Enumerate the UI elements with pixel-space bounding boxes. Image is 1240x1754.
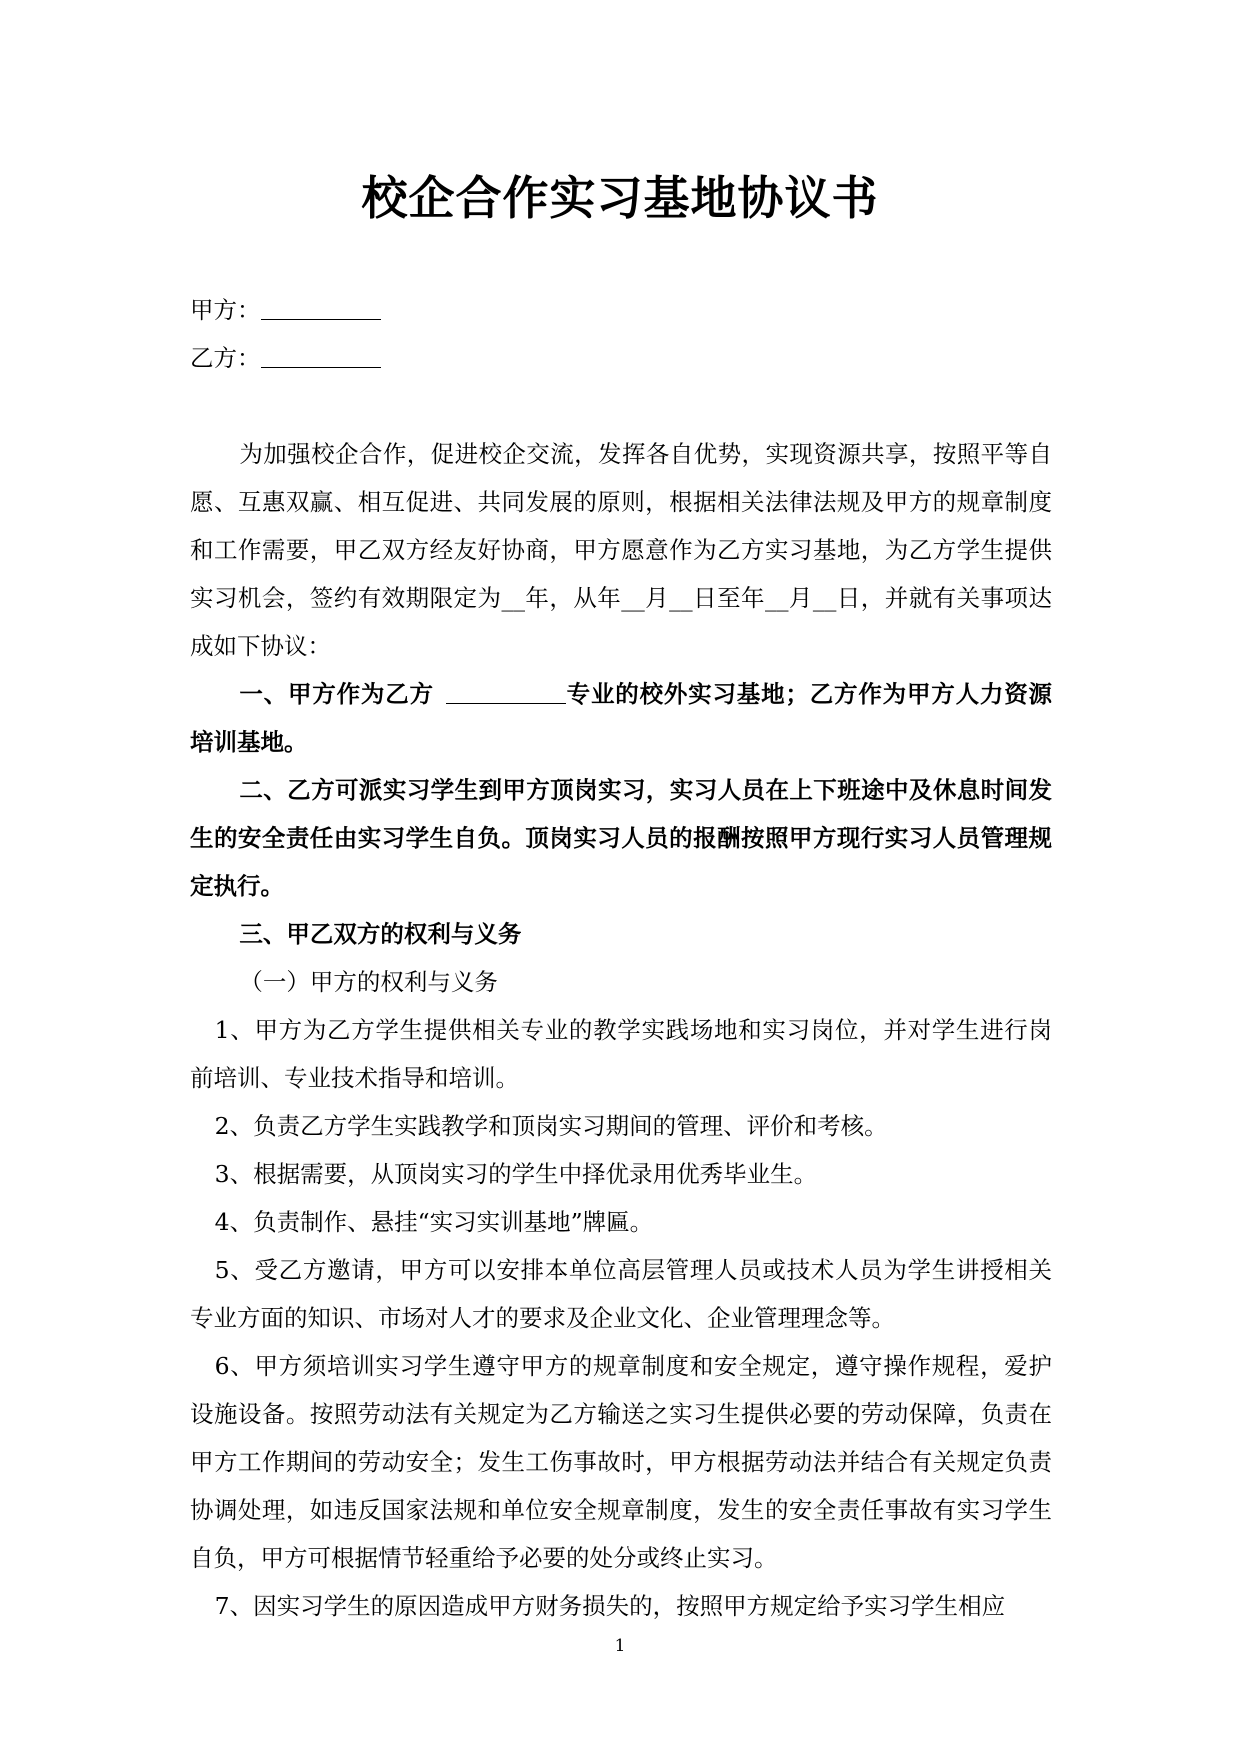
- list-item: 6、甲方须培训实习学生遵守甲方的规章制度和安全规定，遵守操作规程，爱护设施设备。按照劳动法有关规定为乙方输送之实习生提供必要的劳动保障，负责在甲方工作期间的劳动安全；发生工伤事故时，甲方根据劳动法并结合有关规定负责协调处理，如违反国家法规和单位安全规章制度，发生的安全责任事故有实习学生自负，甲方可根据情节轻重给予必要的处分或终止实习。: [190, 1352, 1052, 1572]
- party-a-line: [190, 286, 1052, 334]
- document-title: 校企合作实习基地协议书: [361, 171, 879, 225]
- party-b-blank: [261, 341, 381, 368]
- page-number: 1: [614, 1636, 626, 1656]
- list-item: 7、因实习学生的原因造成甲方财务损失的，按照甲方规定给予实习学生相应: [214, 1592, 1006, 1620]
- clause-1: [190, 670, 1052, 766]
- clause-1-text-a: 一、甲方作为乙方: [239, 680, 434, 708]
- document-body: [190, 286, 1052, 1630]
- list-item: 1、甲方为乙方学生提供相关专业的教学实践场地和实习岗位，并对学生进行岗前培训、专业技术指导和培训。: [190, 1016, 1052, 1092]
- subsection-1-heading: （一）甲方的权利与义务: [239, 968, 498, 996]
- intro-paragraph: 为加强校企合作，促进校企交流，发挥各自优势，实现资源共享，按照平等自愿、互惠双赢、相互促进、共同发展的原则，根据相关法律法规及甲方的规章制度和工作需要，甲乙双方经友好协商，甲方愿意作为乙方实习基地，为乙方学生提供实习机会，签约有效期限定为__年，从年__月__日至年__月__日，并就有关事项达成如下协议：: [190, 440, 1052, 660]
- party-b-label: 乙方：: [190, 344, 261, 372]
- clause-3-heading: 三、甲乙双方的权利与义务: [239, 920, 522, 948]
- party-b-line: [190, 334, 1052, 382]
- spacer: [190, 382, 1052, 430]
- party-a-label: 甲方：: [190, 296, 261, 324]
- clause-2: 二、乙方可派实习学生到甲方顶岗实习，实习人员在上下班途中及休息时间发生的安全责任由实习学生自负。顶岗实习人员的报酬按照甲方现行实习人员管理规定执行。: [190, 776, 1052, 900]
- major-blank: [446, 677, 566, 704]
- list-item: 5、受乙方邀请，甲方可以安排本单位高层管理人员或技术人员为学生讲授相关专业方面的知识、市场对人才的要求及企业文化、企业管理理念等。: [190, 1256, 1052, 1332]
- list-item: 2、负责乙方学生实践教学和顶岗实习期间的管理、评价和考核。: [214, 1112, 888, 1140]
- party-a-blank: [261, 293, 381, 320]
- list-item: 4、负责制作、悬挂“实习实训基地”牌匾。: [214, 1208, 654, 1236]
- list-item: 3、根据需要，从顶岗实习的学生中择优录用优秀毕业生。: [214, 1160, 818, 1188]
- clause-1-text-b: 专业的校外实习基地；乙方作为甲方人力资源培训基地。: [190, 680, 1053, 756]
